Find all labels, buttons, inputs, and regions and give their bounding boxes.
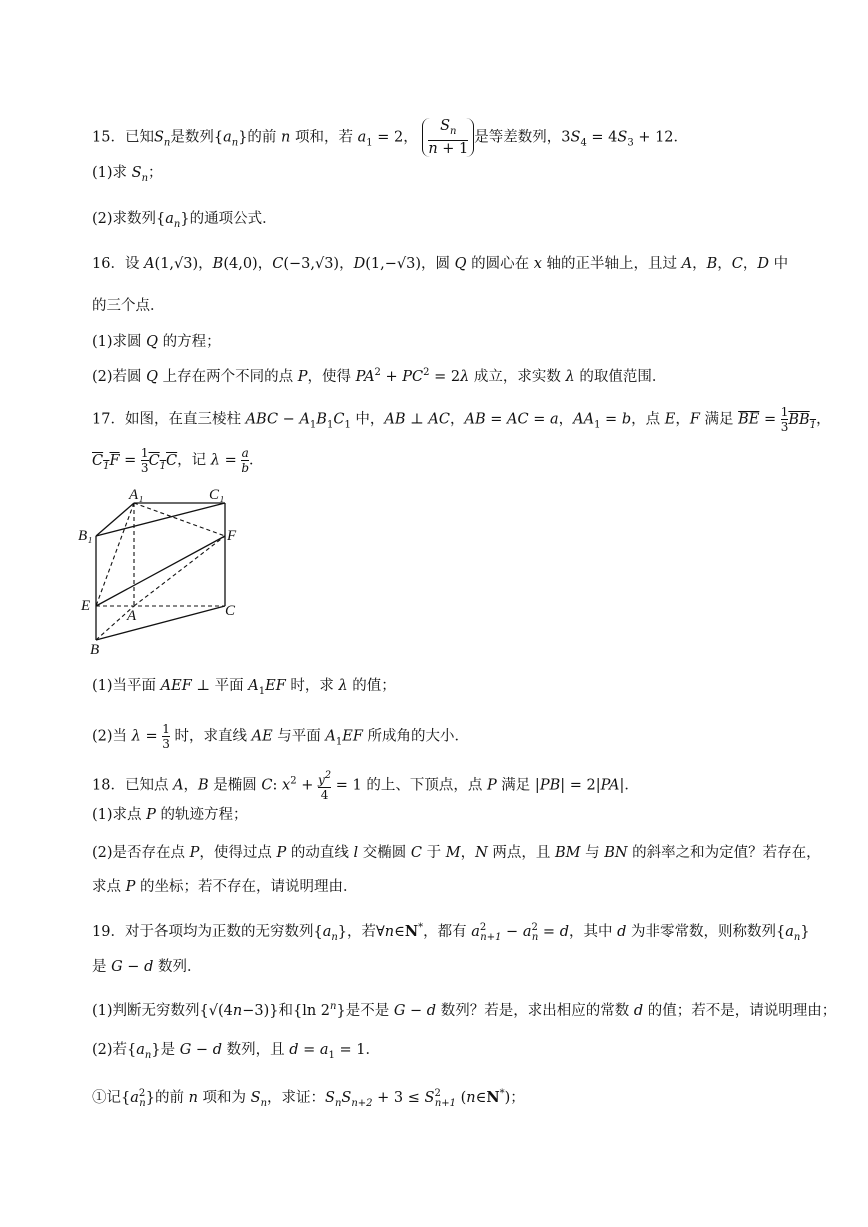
problem-16-q1: (1)求圆 Q 的方程； xyxy=(92,334,221,350)
problem-19-q1: (1)判断无穷数列{√(4n−3)}和{ln 2$^n$}是不是 G − d 数列？若是，求出相应的常数 d 的值；若不是，请说明理由； xyxy=(92,1001,837,1019)
problem-16-statement-cont: 的三个点． xyxy=(92,298,165,314)
problem-18-q2: (2)是否存在点 P，使得过点 P 的动直线 l 交椭圆 C 于 M，N 两点，且 BM 与 BN 的斜率之和为定值？若存在， xyxy=(92,845,821,861)
problem-15-q2: (2)求数列$\{a_n\}$的通项公式． xyxy=(92,211,277,230)
label-a1: A₁ xyxy=(129,487,144,503)
label-b1: B₁ xyxy=(78,528,93,544)
prism-figure xyxy=(72,482,252,660)
problem-19-statement-cont: 是 G − d 数列． xyxy=(92,959,202,975)
label-f: F xyxy=(227,528,237,544)
problem-18-q2-cont: 求点 P 的坐标；若不存在，请说明理由． xyxy=(92,879,358,895)
problem-17-statement-cont: $C_1F$ = $\frac{1}{3}$ $C_1C$，记 λ = $\frac{a}{b}$ ． xyxy=(92,446,264,475)
problem-19-q2: (2)若$\{a_n\}$是 G − d 数列，且 $d = a_1 = 1$． xyxy=(92,1042,380,1061)
problem-15-q1: (1)求 $S_n$； xyxy=(92,165,163,184)
problem-18-statement: 18．已知点 A，B 是椭圆 C: $x^2$ + $\frac{y^2}{4}$ = 1 的上、下顶点，点 P 满足 |PB| = 2|PA|． xyxy=(92,770,639,802)
problem-17-statement: 17．如图，在直三棱柱 ABC − $A_1B_1C_1$ 中，AB ⊥ AC，AB = AC = a，$AA_1 = b$，点 E，F 满足 $\overline{BE}$ = $\frac{1}{3}$ $BB_1$， xyxy=(92,405,831,434)
problem-19-q2-1: ①记$\{a^2_n\}$的前 n 项和为 $S_n$，求证：$S_nS_{n+2} + 3 \le S^2_{n+1}$ (n∈N*)； xyxy=(92,1088,525,1109)
problem-18-q1: (1)求点 P 的轨迹方程； xyxy=(92,807,248,823)
problem-17-q2: (2)当 λ = $\frac{1}{3}$ 时，求直线 AE 与平面 $A_1EF$ 所成角的大小． xyxy=(92,722,469,751)
problem-15-statement: 15．已知$S_n$是数列$\{a_n\}$的前 n 项和，若 $a_1 = 2$， $\frac{S_n}{n + 1}$ 是等差数列，$3S_4 = 4S_3 + 12$． xyxy=(92,118,689,157)
label-e: E xyxy=(81,598,91,614)
problem-16-q2: (2)若圆 Q 上存在两个不同的点 P，使得 $PA^2 + PC^2 = 2\lambda$ 成立，求实数 λ 的取值范围． xyxy=(92,367,667,385)
label-a: A xyxy=(127,608,137,624)
problem-16-statement: 16．设 A(1,√3)，B(4,0)，C(−3,√3)，D(1,−√3)，圆 Q 的圆心在 x 轴的正半轴上，且过 A，B，C，D 中 xyxy=(92,256,789,272)
label-c1: C₁ xyxy=(209,487,225,503)
problem-19-statement: 19．对于各项均为正数的无穷数列$\{a_n\}$，若∀n∈N*，都有 $a^2_{n+1} - a^2_n = d$，其中 d 为非零常数，则称数列$\{a_n\}$ xyxy=(92,922,810,943)
label-c: C xyxy=(225,603,236,619)
label-b: B xyxy=(90,642,100,658)
problem-17-q1: (1)当平面 AEF ⊥ 平面 $A_1EF$ 时，求 λ 的值； xyxy=(92,678,396,697)
